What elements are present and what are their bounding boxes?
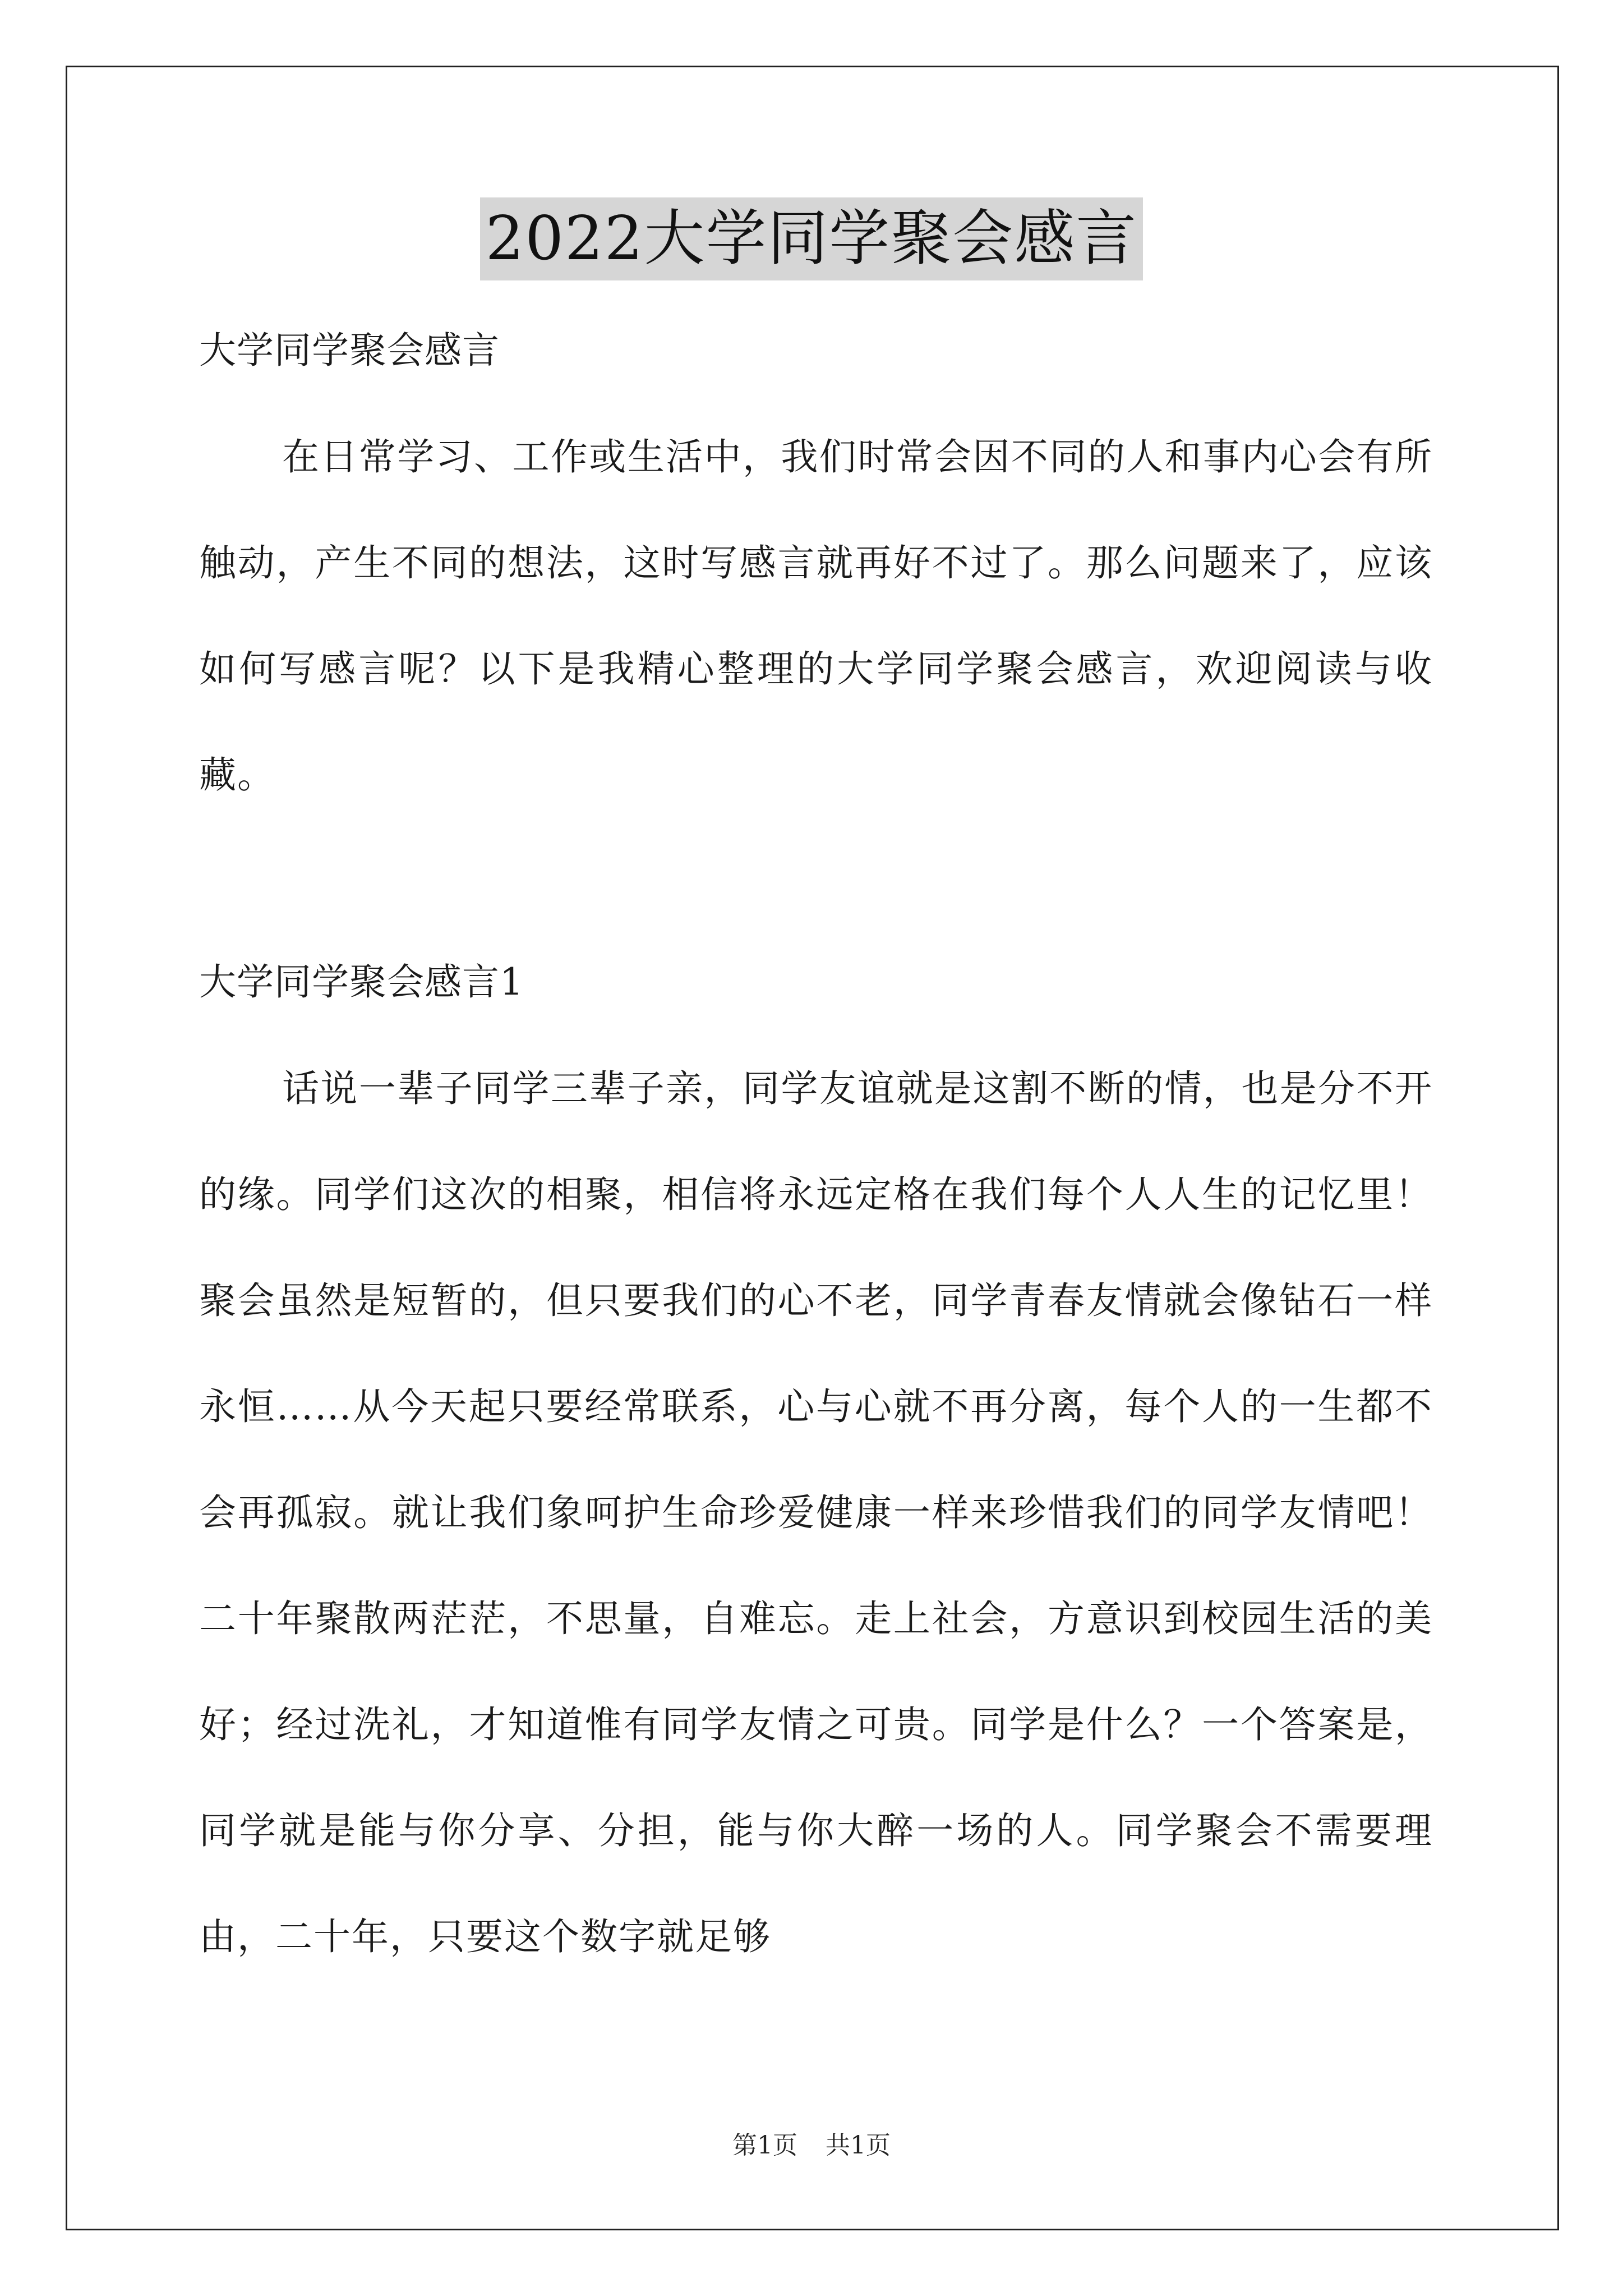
document-title: 2022大学同学聚会感言 <box>480 197 1144 280</box>
page-number: 第1页 <box>732 2131 797 2160</box>
title-container <box>0 197 1623 280</box>
section-heading: 大学同学聚会感言 <box>199 329 500 372</box>
page-footer <box>0 2129 1623 2162</box>
section-heading: 大学同学聚会感言1 <box>199 960 524 1004</box>
section-paragraph: 话说一辈子同学三辈子亲，同学友谊就是这割不断的情，也是分不开的缘。同学们这次的相聚，相信将永远定格在我们每个人人生的记忆里！聚会虽然是短暂的，但只要我们的心不老，同学青春友情就会像钻石一样永恒……从今天起只要经常联系，心与心就不再分离，每个人的一生都不会再孤寂。就让我们象呵护生命珍爱健康一样来珍惜我们的同学友情吧！二十年聚散两茫茫，不思量，自难忘。走上社会，方意识到校园生活的美好；经过洗礼，才知道惟有同学友情之可贵。同学是什么？一个答案是，同学就是能与你分享、分担，能与你大醉一场的人。同学聚会不需要理由，二十年，只要这个数字就足够 <box>199 1067 1433 1958</box>
section-paragraph: 在日常学习、工作或生活中，我们时常会因不同的人和事内心会有所触动，产生不同的想法，这时写感言就再好不过了。那么问题来了，应该如何写感言呢？以下是我精心整理的大学同学聚会感言，欢迎阅读与收藏。 <box>199 435 1433 797</box>
document-body <box>199 314 1433 1990</box>
page-total: 共1页 <box>826 2131 891 2160</box>
